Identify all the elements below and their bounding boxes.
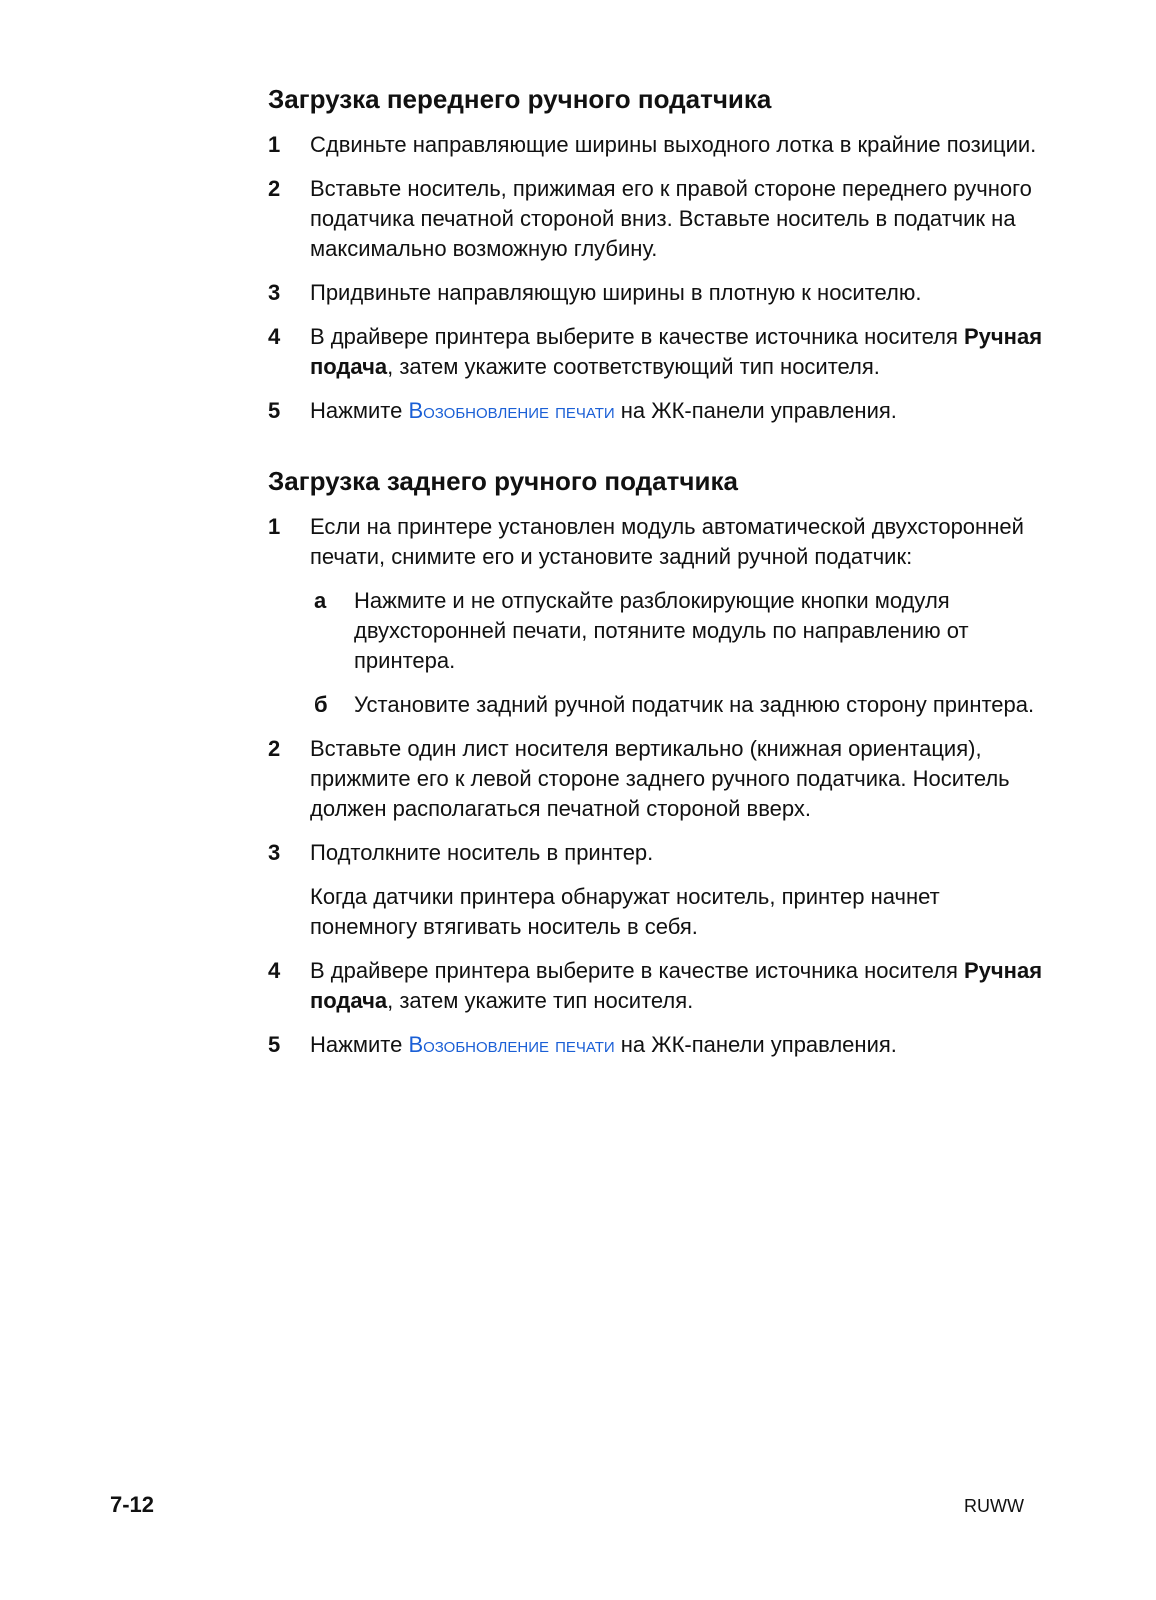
step-note: Когда датчики принтера обнаружат носитель, принтер начнет понемногу втягивать носитель в себя.	[310, 884, 940, 939]
step-number: 3	[268, 840, 281, 865]
menu-option-manual-feed: Ручная подача	[310, 958, 1043, 1013]
sub-list-item	[310, 690, 1048, 720]
document-code: RUWW	[964, 1496, 1024, 1516]
step-number: 2	[268, 176, 281, 201]
step-text: Вставьте носитель, прижимая его к правой стороне переднего ручного податчика печатной стороной вниз. Вставьте носитель в податчик на максимально возможную глубину.	[310, 176, 1032, 261]
step-text: Подтолкните носитель в принтер.	[310, 840, 654, 865]
step-number: 4	[268, 958, 281, 983]
step-text: Если на принтере установлен модуль автоматической двухсторонней печати, снимите его и установите задний ручной податчик:	[310, 514, 1024, 569]
step-text	[310, 322, 1048, 382]
substep-letter: б	[314, 692, 328, 717]
step-text-pre: В драйвере принтера выберите в качестве источника носителя	[310, 324, 964, 349]
resume-print-key: Возобновление печати	[408, 1032, 615, 1057]
list-item	[268, 278, 1048, 308]
substep-text: Установите задний ручной податчик на заднюю сторону принтера.	[354, 692, 1035, 717]
step-text	[310, 956, 1048, 1016]
step-text-post: на ЖК-панели управления.	[614, 398, 897, 423]
list-item	[268, 838, 1048, 868]
list-item	[268, 512, 1048, 720]
step-number: 5	[268, 1032, 281, 1057]
page-content	[268, 82, 1048, 1074]
list-item	[268, 956, 1048, 1016]
resume-print-key: Возобновление печати	[408, 398, 615, 423]
step-text-post: , затем укажите соответствующий тип носителя.	[387, 354, 880, 379]
substep-letter: а	[314, 588, 327, 613]
step-text-pre: Нажмите	[310, 398, 409, 423]
step-text: Сдвиньте направляющие ширины выходного лотка в крайние позиции.	[310, 132, 1037, 157]
step-text	[310, 396, 1048, 426]
step-text-post: на ЖК-панели управления.	[614, 1032, 897, 1057]
sub-list-item	[310, 586, 1048, 676]
step-number: 3	[268, 280, 281, 305]
page-number: 7-12	[110, 1492, 155, 1517]
list-item	[268, 1030, 1048, 1060]
step-number: 1	[268, 514, 281, 539]
list-item	[268, 734, 1048, 824]
step-number: 4	[268, 324, 281, 349]
menu-option-manual-feed: Ручная подача	[310, 324, 1043, 379]
step-text-block	[310, 512, 1048, 720]
step-text-post: , затем укажите тип носителя.	[387, 988, 694, 1013]
list-item	[268, 396, 1048, 426]
step-text	[310, 1030, 1048, 1060]
list-item	[268, 322, 1048, 382]
step-number: 1	[268, 132, 281, 157]
step-text: Придвиньте направляющую ширины в плотную к носителю.	[310, 280, 922, 305]
step-text-pre: В драйвере принтера выберите в качестве источника носителя	[310, 958, 964, 983]
section-title-rear-feeder: Загрузка заднего ручного податчика	[268, 466, 738, 496]
step-number: 5	[268, 398, 281, 423]
substep-text: Нажмите и не отпускайте разблокирующие кнопки модуля двухсторонней печати, потяните модуль по направлению от принтера.	[354, 588, 969, 673]
step-text: Вставьте один лист носителя вертикально (книжная ориентация), прижмите его к левой стороне заднего ручного податчика. Носитель должен располагаться печатной стороной вверх.	[310, 736, 1010, 821]
list-item	[268, 130, 1048, 160]
list-item	[268, 174, 1048, 264]
section-title-front-feeder: Загрузка переднего ручного податчика	[268, 84, 772, 114]
step-text-pre: Нажмите	[310, 1032, 409, 1057]
step-number: 2	[268, 736, 281, 761]
